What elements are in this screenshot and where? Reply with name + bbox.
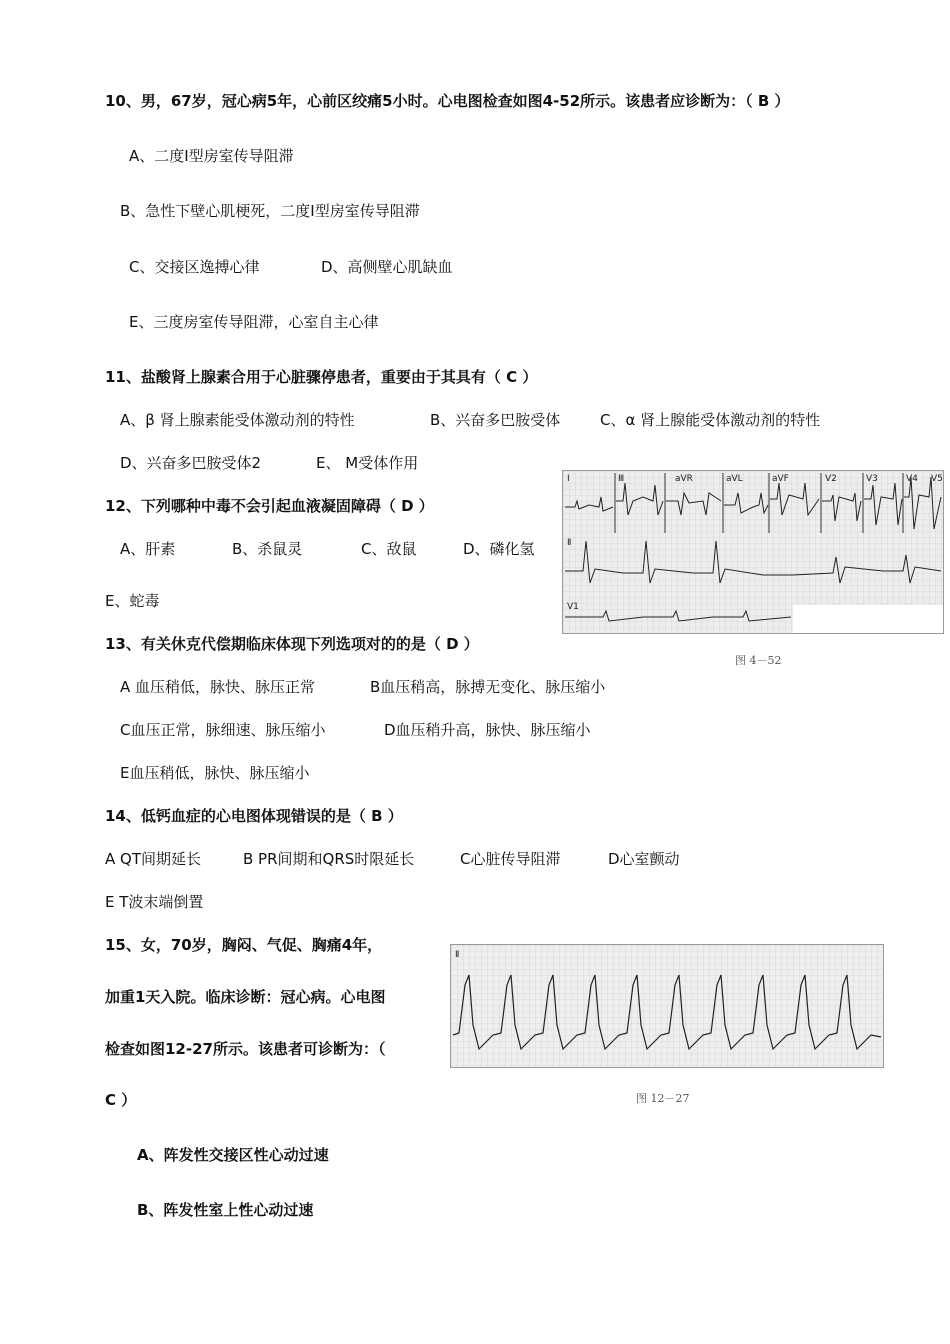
- lead-label-ii-strip: Ⅱ: [455, 950, 460, 960]
- lead-label-v5: V5: [931, 474, 943, 484]
- lead-label-avf: aVF: [772, 474, 789, 484]
- q10-option-a: A、二度Ⅰ型房室传导阻滞: [129, 147, 294, 165]
- q10-option-c: C、交接区逸搏心律: [129, 258, 260, 276]
- q13-option-b: B血压稍高，脉搏无变化、脉压缩小: [370, 678, 606, 696]
- q12-option-c: C、敌鼠: [361, 540, 417, 558]
- lead-label-avl: aVL: [726, 474, 743, 484]
- q11-stem: 11、盐酸肾上腺素合用于心脏骤停患者，重要由于其具有（ C ）: [105, 368, 538, 386]
- lead-label-v2: V2: [825, 474, 837, 484]
- q12-option-e: E、蛇毒: [105, 592, 160, 610]
- q10-stem: 10、男，67岁，冠心病5年，心前区绞痛5小时。心电图检查如图4-52所示。该患者应诊断为：（ B ）: [105, 92, 790, 110]
- q10-option-d: D、高侧壁心肌缺血: [321, 258, 453, 276]
- q14-option-e: E T波末端倒置: [105, 893, 204, 911]
- q11-option-e: E、 M受体作用: [316, 454, 419, 472]
- lead-label-i: Ⅰ: [567, 474, 570, 484]
- q11-option-c: C、α 肾上腺能受体激动剂的特性: [600, 411, 821, 429]
- q11-option-a: A、β 肾上腺素能受体激动剂的特性: [120, 411, 355, 429]
- q15-stem-line1: 15、女，70岁，胸闷、气促、胸痛4年，: [105, 936, 383, 954]
- q13-stem: 13、有关休克代偿期临床体现下列选项对的的是（ D ）: [105, 635, 479, 653]
- q14-stem: 14、低钙血症的心电图体现错误的是（ B ）: [105, 807, 403, 825]
- figure-caption-4-52: 图 4－52: [735, 654, 782, 667]
- q14-option-c: C心脏传导阻滞: [460, 850, 561, 868]
- q12-stem: 12、下列哪种中毒不会引起血液凝固障碍（ D ）: [105, 497, 434, 515]
- q15-option-a: A、阵发性交接区性心动过速: [137, 1146, 329, 1164]
- ecg-figure-4-52: [562, 470, 944, 634]
- lead-label-v1: V1: [567, 602, 579, 612]
- q15-stem-line4: C ）: [105, 1091, 137, 1109]
- q15-stem-line2: 加重1天入院。临床诊断：冠心病。心电图: [105, 988, 386, 1006]
- lead-label-iii: Ⅲ: [618, 474, 625, 484]
- q15-option-b: B、阵发性室上性心动过速: [137, 1201, 314, 1219]
- ecg-figure-12-27: [450, 944, 884, 1068]
- q10-option-b: B、急性下壁心肌梗死，二度Ⅰ型房室传导阻滞: [120, 202, 420, 220]
- q11-option-b: B、兴奋多巴胺受体: [430, 411, 561, 429]
- q12-option-b: B、杀鼠灵: [232, 540, 303, 558]
- q12-option-d: D、磷化氢: [463, 540, 535, 558]
- q14-option-d: D心室颤动: [608, 850, 680, 868]
- q15-stem-line3: 检查如图12-27所示。该患者可诊断为：（: [105, 1040, 386, 1058]
- q14-option-a: A QT间期延长: [105, 850, 201, 868]
- lead-label-ii: Ⅱ: [567, 538, 572, 548]
- q13-option-d: D血压稍升高，脉快、脉压缩小: [384, 721, 591, 739]
- q12-option-a: A、肝素: [120, 540, 176, 558]
- lead-label-avr: aVR: [675, 474, 693, 484]
- q14-option-b: B PR间期和QRS时限延长: [243, 850, 415, 868]
- q13-option-c: C血压正常，脉细速、脉压缩小: [120, 721, 326, 739]
- lead-label-v4: V4: [906, 474, 918, 484]
- lead-label-v3: V3: [866, 474, 878, 484]
- q11-option-d: D、兴奋多巴胺受体2: [120, 454, 262, 472]
- q10-option-e: E、三度房室传导阻滞，心室自主心律: [129, 313, 379, 331]
- q13-option-e: E血压稍低，脉快、脉压缩小: [120, 764, 310, 782]
- q13-option-a: A 血压稍低，脉快、脉压正常: [120, 678, 316, 696]
- figure-caption-12-27: 图 12－27: [636, 1092, 690, 1105]
